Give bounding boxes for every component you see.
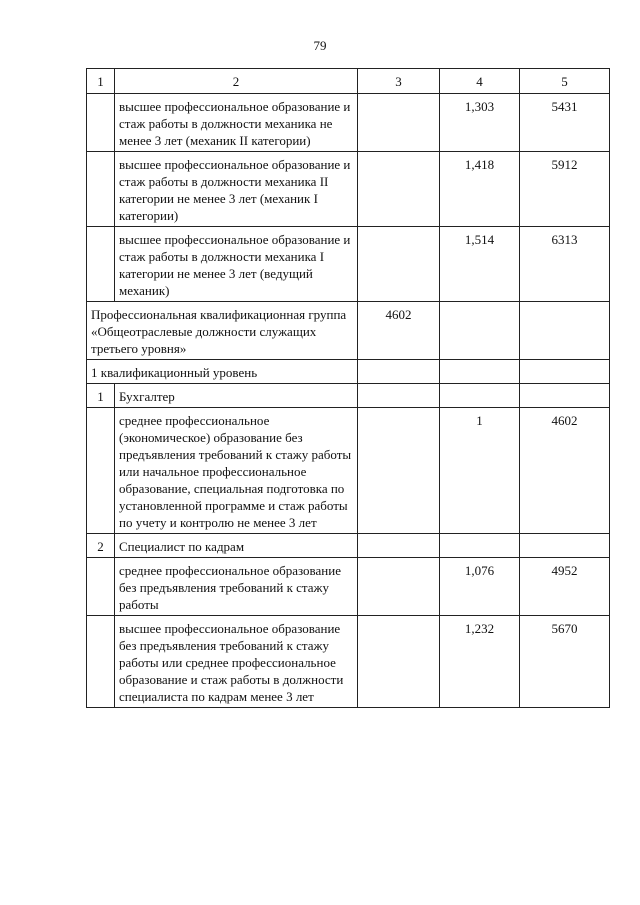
base-cell — [358, 534, 440, 558]
coefficient-cell — [440, 384, 520, 408]
table-row — [87, 227, 610, 302]
index-cell — [87, 152, 115, 227]
header-col-4: 4 — [440, 69, 520, 94]
index-cell — [87, 408, 115, 534]
level-row — [87, 360, 610, 384]
coefficient-cell — [440, 534, 520, 558]
page-number: 79 — [313, 38, 327, 53]
level-title: 1 квалификационный уровень — [87, 360, 358, 384]
requirement-cell: высшее профессиональное образование без предъявления требований к стажу работы или среднее профессиональное образование и стаж работы в должности специалиста по кадрам менее 3 лет — [115, 616, 358, 708]
base-cell — [358, 408, 440, 534]
index-cell — [87, 227, 115, 302]
coefficient-cell: 1,303 — [440, 94, 520, 152]
salary-table — [86, 68, 610, 708]
position-title: Специалист по кадрам — [115, 534, 358, 558]
group-title: Профессиональная квалификационная группа «Общеотраслевые должности служащих третьего уровня» — [87, 302, 358, 360]
base-cell — [358, 558, 440, 616]
requirement-cell: высшее профессиональное образование и стаж работы в должности механика не менее 3 лет (механик II категории) — [115, 94, 358, 152]
table-row — [87, 408, 610, 534]
salary-cell: 5431 — [520, 94, 610, 152]
table-row — [87, 152, 610, 227]
salary-cell — [520, 384, 610, 408]
requirement-cell: среднее профессиональное (экономическое) образование без предъявления требований к стажу работы или начальное профессиональное образование, специальная подготовка по установленной программе и стаж работы по учету и контролю не менее 3 лет — [115, 408, 358, 534]
salary-cell: 6313 — [520, 227, 610, 302]
salary-cell — [520, 302, 610, 360]
position-index: 1 — [87, 384, 115, 408]
base-cell — [358, 384, 440, 408]
index-cell — [87, 558, 115, 616]
table-row — [87, 94, 610, 152]
header-col-2: 2 — [115, 69, 358, 94]
requirement-cell: высшее профессиональное образование и стаж работы в должности механика II категории не менее 3 лет (механик I категории) — [115, 152, 358, 227]
salary-cell — [520, 534, 610, 558]
table-header-row — [87, 69, 610, 94]
base-cell — [358, 616, 440, 708]
group-row — [87, 302, 610, 360]
table-row — [87, 616, 610, 708]
base-cell — [358, 94, 440, 152]
requirement-cell: среднее профессиональное образование без предъявления требований к стажу работы — [115, 558, 358, 616]
position-row — [87, 534, 610, 558]
coefficient-cell: 1 — [440, 408, 520, 534]
base-cell — [358, 152, 440, 227]
salary-cell: 4602 — [520, 408, 610, 534]
table-row — [87, 558, 610, 616]
coefficient-cell: 1,232 — [440, 616, 520, 708]
requirement-cell: высшее профессиональное образование и стаж работы в должности механика I категории не менее 3 лет (ведущий механик) — [115, 227, 358, 302]
header-col-5: 5 — [520, 69, 610, 94]
base-cell — [358, 227, 440, 302]
index-cell — [87, 94, 115, 152]
salary-cell: 5670 — [520, 616, 610, 708]
position-index: 2 — [87, 534, 115, 558]
index-cell — [87, 616, 115, 708]
coefficient-cell — [440, 360, 520, 384]
salary-cell: 5912 — [520, 152, 610, 227]
header-col-1: 1 — [87, 69, 115, 94]
coefficient-cell: 1,514 — [440, 227, 520, 302]
coefficient-cell: 1,076 — [440, 558, 520, 616]
coefficient-cell: 1,418 — [440, 152, 520, 227]
salary-cell: 4952 — [520, 558, 610, 616]
salary-cell — [520, 360, 610, 384]
position-title: Бухгалтер — [115, 384, 358, 408]
coefficient-cell — [440, 302, 520, 360]
base-cell — [358, 360, 440, 384]
header-col-3: 3 — [358, 69, 440, 94]
position-row — [87, 384, 610, 408]
group-base-salary: 4602 — [358, 302, 440, 360]
